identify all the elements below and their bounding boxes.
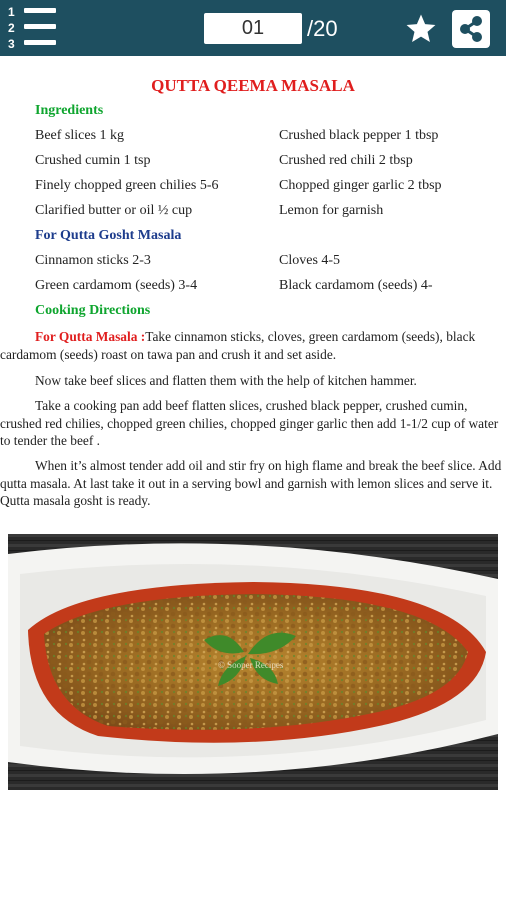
ingredient-item: Crushed cumin 1 tsp [35,153,151,168]
masala-item: Green cardamom (seeds) 3-4 [35,278,198,293]
menu-number-1: 1 [8,5,15,19]
ingredient-item: Beef slices 1 kg [35,128,125,143]
ingredient-item: Finely chopped green chilies 5-6 [35,178,219,193]
app-toolbar [0,0,506,56]
menu-number-3: 3 [8,37,15,51]
page-number-input[interactable]: 01 [204,13,302,44]
star-icon [404,12,438,46]
page-total-label: /20 [307,16,338,41]
direction-paragraph [0,457,506,510]
favorite-button[interactable] [404,12,438,46]
ingredient-item: Chopped ginger garlic 2 tbsp [279,178,442,193]
masala-item: Cinnamon sticks 2-3 [35,253,151,268]
share-icon [452,10,490,48]
masala-heading: For Qutta Gosht Masala [35,228,182,243]
masala-item: Cloves 4-5 [279,253,341,268]
direction-text: Take a cooking pan add beef flatten slices, crushed black pepper, crushed cumin, crushed red chilies, chopped green chilies, chopped ginger garlic then add 1-1/2 cup of water to tender the beef . [0,398,499,448]
direction-lead: For Qutta Masala : [35,329,146,344]
ingredient-item: Crushed black pepper 1 tbsp [279,128,439,143]
direction-text: When it’s almost tender add oil and stir fry on high flame and break the beef slice. Add qutta masala. At last take it out in a serving bowl and garnish with lemon slices and serve it. Qutta masala gosht is ready. [0,458,502,508]
recipe-photo [8,534,498,790]
recipe-list-button[interactable] [8,6,58,52]
ingredient-item: Clarified butter or oil ½ cup [35,203,193,218]
recipe-title: QUTTA QEEMA MASALA [151,76,355,95]
direction-text: Now take beef slices and flatten them with the help of kitchen hammer. [35,373,417,388]
ingredient-item: Lemon for garnish [279,203,384,218]
photo-watermark: © Sooper Recipes [218,660,284,670]
menu-number-2: 2 [8,21,15,35]
masala-item: Black cardamom (seeds) 4- [279,278,433,293]
direction-paragraph [0,328,506,363]
directions-heading: Cooking Directions [35,303,151,318]
menu-list-icon [24,8,56,13]
share-button[interactable] [452,10,490,48]
direction-paragraph [0,372,506,390]
direction-text: Take cinnamon sticks, cloves, green cardamom (seeds), black cardamom (seeds) roast on tawa pan and crush it and set aside. [0,329,476,362]
ingredients-heading: Ingredients [35,103,104,118]
direction-paragraph [0,397,506,450]
ingredient-item: Crushed red chili 2 tbsp [279,153,413,168]
